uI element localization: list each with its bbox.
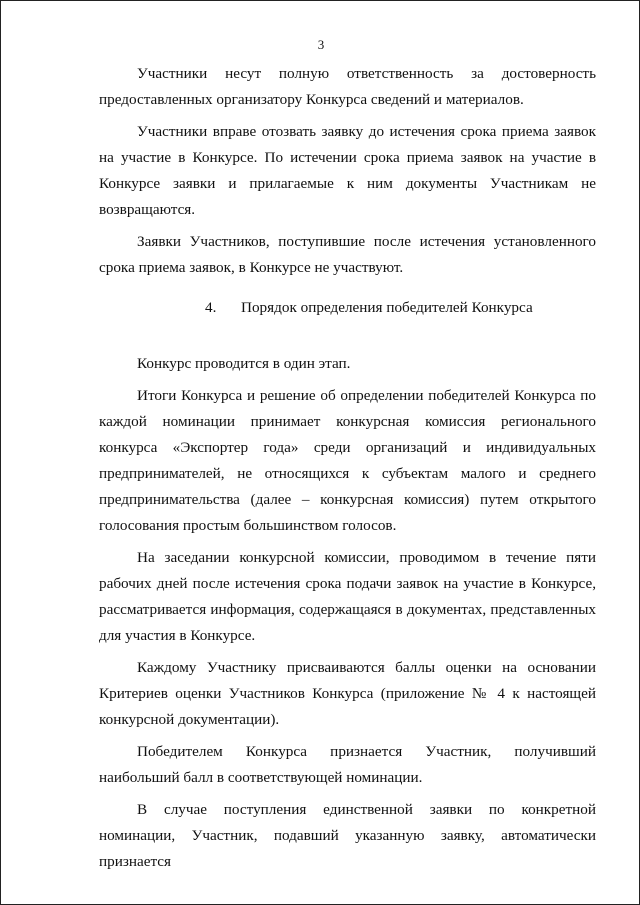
section-heading (99, 295, 596, 321)
paragraph-single-application: В случае поступления единственной заявки по конкретной номинации, Участник, подавший указанную заявку, автоматически признается (99, 801, 596, 870)
paragraph-responsibility: Участники несут полную ответственность за достоверность предоставленных организатору Конкурса сведений и материалов. (99, 65, 596, 108)
paragraph-withdrawal: Участники вправе отозвать заявку до истечения срока приема заявок на участие в Конкурсе. По истечении срока приема заявок на участие в Конкурсе заявки и прилагаемые к ним документы Участникам не возвращаются. (99, 123, 596, 218)
document-body (99, 61, 596, 881)
paragraph-late-applications: Заявки Участников, поступившие после истечения установленного срока приема заявок, в Конкурсе не участвуют. (99, 233, 596, 276)
section-number: 4. (205, 299, 217, 316)
paragraph-scoring: Каждому Участнику присваиваются баллы оценки на основании Критериев оценки Участников Конкурса (приложение № 4 к настоящей конкурсной документации). (99, 659, 596, 728)
paragraph-results: Итоги Конкурса и решение об определении победителей Конкурса по каждой номинации принимает конкурсная комиссия регионального конкурса «Экспортер года» среди организаций и индивидуальных предпринимателей, не относящихся к субъектам малого и среднего предпринимательства (далее – конкурсная комиссия) путем открытого голосования простым большинством голосов. (99, 387, 596, 534)
paragraph-single-stage: Конкурс проводится в один этап. (137, 355, 351, 372)
page-number: 3 (317, 37, 325, 52)
paragraph-commission-meeting: На заседании конкурсной комиссии, проводимом в течение пяти рабочих дней после истечения срока подачи заявок на участие в Конкурсе, рассматривается информация, содержащаяся в документах, представленных для участия в Конкурсе. (99, 549, 596, 644)
section-title: Порядок определения победителей Конкурса (241, 299, 533, 316)
paragraph-winner: Победителем Конкурса признается Участник, получивший наибольший балл в соответствующей номинации. (99, 743, 596, 786)
